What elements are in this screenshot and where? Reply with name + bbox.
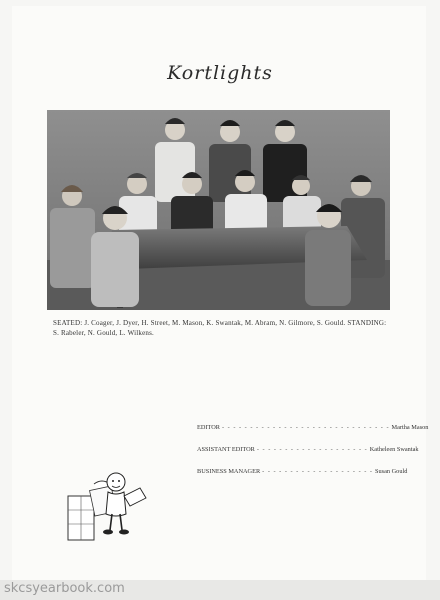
staff-role: ASSISTANT EDITOR <box>197 446 255 453</box>
staff-row-assistant-editor <box>197 446 419 456</box>
staff-role: BUSINESS MANAGER <box>197 468 261 475</box>
staff-row-editor <box>197 424 429 434</box>
group-photo <box>47 110 390 310</box>
photo-caption: SEATED: J. Coager, J. Dyer, H. Street, M. Mason, K. Swantak, M. Abram, N. Gilmore, S. Gould. STANDING: S. Rabeler, N. Gould, L. Wilkens. <box>53 319 387 337</box>
staff-row-business-manager <box>197 468 408 478</box>
staff-name: Katheleen Swantak <box>369 446 419 453</box>
watermark-bar <box>0 580 440 600</box>
staff-role: EDITOR <box>197 424 220 431</box>
leader-dashes: - - - - - - - - - - - - - - - - - - - - <box>262 468 374 475</box>
watermark-text: skcsyearbook.com <box>4 581 125 596</box>
page-title: Kortlights <box>167 62 273 84</box>
leader-dashes: - - - - - - - - - - - - - - - - - - - - - - - - - - - - - - <box>221 424 390 431</box>
staff-name: Martha Mason <box>391 424 429 431</box>
cartoon-illustration <box>64 470 154 545</box>
staff-name: Susan Gould <box>375 468 408 475</box>
staff-list <box>197 424 429 490</box>
leader-dashes: - - - - - - - - - - - - - - - - - - - - <box>256 446 368 453</box>
